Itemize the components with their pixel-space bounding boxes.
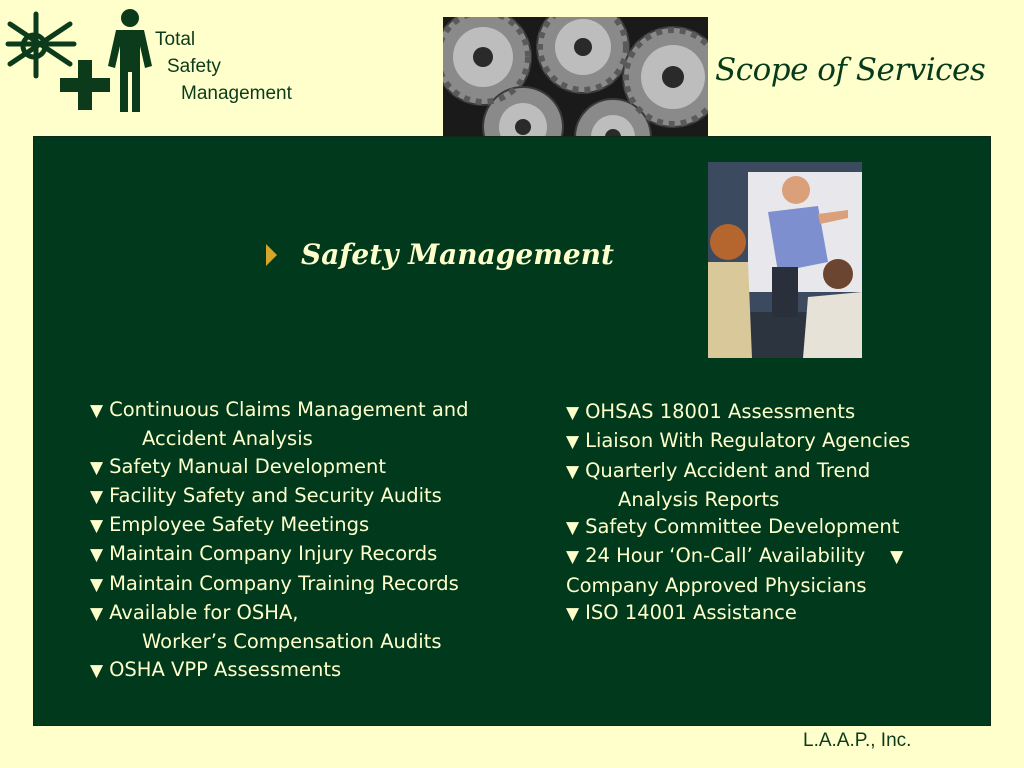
triangle-down-icon: ▼ [566,461,580,482]
list-item: ▼ Employee Safety Meetings [90,513,370,537]
triangle-down-icon: ▼ [90,574,104,595]
left-service-list [90,396,510,685]
triangle-down-icon: ▼ [90,604,104,625]
list-item: ▼ 24 Hour ‘On-Call’ Availability ▼ [566,544,904,568]
section-heading-text: Safety Management [301,238,614,271]
triangle-down-icon: ▼ [90,486,104,507]
compass-arrows-icon [8,14,74,76]
list-item: ▼ Facility Safety and Security Audits [90,483,442,507]
right-service-list [566,398,956,628]
triangle-down-icon: ▼ [566,518,580,539]
triangle-down-icon: ▼ [566,547,580,568]
list-item: ▼ Maintain Company Injury Records [90,542,438,566]
list-item: ▼ Safety Committee Development [566,515,900,539]
triangle-down-icon: ▼ [90,660,104,681]
list-item: ▼ Quarterly Accident and Trend Analysis Reports [566,458,871,511]
logo-text-management: Management [181,83,292,104]
company-logo [2,6,157,114]
list-item: ▼ Continuous Claims Management and Accident Analysis [90,398,469,451]
meeting-photo [708,162,862,358]
list-item: ▼ OHSAS 18001 Assessments [566,400,856,423]
triangle-down-icon: ▼ [566,403,580,423]
footer-company-name: L.A.A.P., Inc. [803,730,912,751]
triangle-down-icon: ▼ [90,401,104,421]
triangle-down-icon: ▼ [90,457,104,478]
list-item: ▼ Available for OSHA, Worker’s Compensation Audits [90,601,442,654]
list-item: Company Approved Physicians [566,573,867,597]
triangle-right-icon [266,244,277,266]
logo-text-safety: Safety [167,56,221,77]
triangle-down-icon: ▼ [90,545,104,566]
person-icon [108,9,152,112]
logo-text-total: Total [155,29,196,50]
triangle-down-icon: ▼ [566,604,580,625]
triangle-down-icon: ▼ [566,432,580,453]
list-item: ▼ ISO 14001 Assistance [566,601,797,625]
logo-text [155,26,292,107]
list-item: ▼ Liaison With Regulatory Agencies [566,429,911,453]
slide-title: Scope of Services [715,52,986,88]
triangle-down-icon: ▼ [890,547,904,568]
list-item: ▼ Maintain Company Training Records [90,571,459,595]
section-heading [266,238,614,271]
triangle-down-icon: ▼ [90,516,104,537]
gears-image [443,17,708,137]
list-item: ▼ OSHA VPP Assessments [90,657,342,681]
list-item: ▼ Safety Manual Development [90,454,386,478]
